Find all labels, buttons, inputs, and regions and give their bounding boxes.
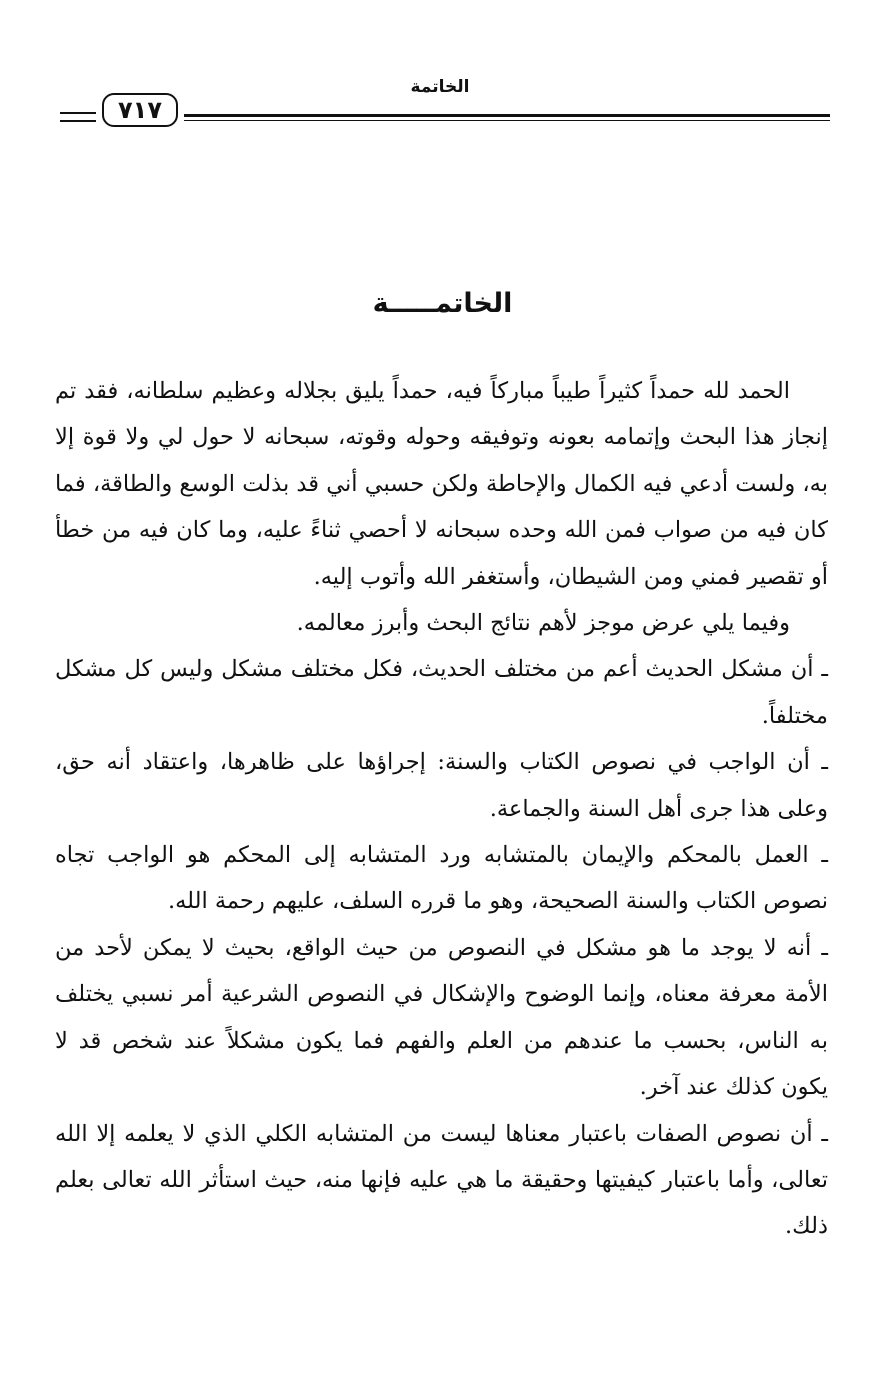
page-number: ٧١٧ (102, 93, 178, 127)
header-rule-right (184, 114, 830, 121)
header-rule-left (60, 112, 96, 122)
paragraph-result-3: ـ العمل بالمحكم والإيمان بالمتشابه ورد المتشابه إلى المحكم هو الواجب تجاه نصوص الكتاب والسنة الصحيحة، وهو ما قرره السلف، عليهم رحمة الله. (55, 842, 828, 915)
paragraph-result-5: ـ أن نصوص الصفات باعتبار معناها ليست من المتشابه الكلي الذي لا يعلمه إلا الله تعالى، وأما باعتبار كيفيتها وحقيقة ما هي عليه فإنها منه، حيث استأثر الله تعالى بعلم ذلك. (55, 1120, 828, 1240)
body-text (55, 368, 828, 1250)
paragraph-result-4: ـ أنه لا يوجد ما هو مشكل في النصوص من حيث الواقع، بحيث لا يمكن لأحد من الأمة معرفة معناه، وإنما الوضوح والإشكال في النصوص الشرعية أمر نسبي يختلف به الناس، بحسب ما عندهم من العلم والفهم فما يكون مشكلاً عند شخص قد لا يكون كذلك عند آخر. (55, 934, 828, 1101)
paragraph-result-2: ـ أن الواجب في نصوص الكتاب والسنة: إجراؤها على ظاهرها، واعتقاد أنه حق، وعلى هذا جرى أهل السنة والجماعة. (55, 749, 828, 822)
paragraph-intro: الحمد لله حمداً كثيراً طيباً مباركاً فيه، حمداً يليق بجلاله وعظيم سلطانه، فقد تم إنجاز هذا البحث وإتمامه بعونه وتوفيقه وحوله وقوته، سبحانه لا حول لي ولا قوة إلا به، ولست أدعي فيه الكمال والإحاطة ولكن حسبي أني قد بذلت الوسع والطاقة، فما كان فيه من صواب فمن الله وحده سبحانه لا أحصي ثناءً عليه، وما كان فيه من خطأ أو تقصير فمني ومن الشيطان، وأستغفر الله وأتوب إليه. (55, 378, 828, 590)
paragraph-result-1: ـ أن مشكل الحديث أعم من مختلف الحديث، فكل مختلف مشكل وليس كل مشكل مختلفاً. (55, 656, 828, 729)
paragraph-results-intro: وفيما يلي عرض موجز لأهم نتائج البحث وأبرز معالمه. (296, 610, 790, 637)
running-header-title: الخاتمة (410, 77, 470, 97)
chapter-title: الخاتمـــــة (372, 288, 513, 319)
